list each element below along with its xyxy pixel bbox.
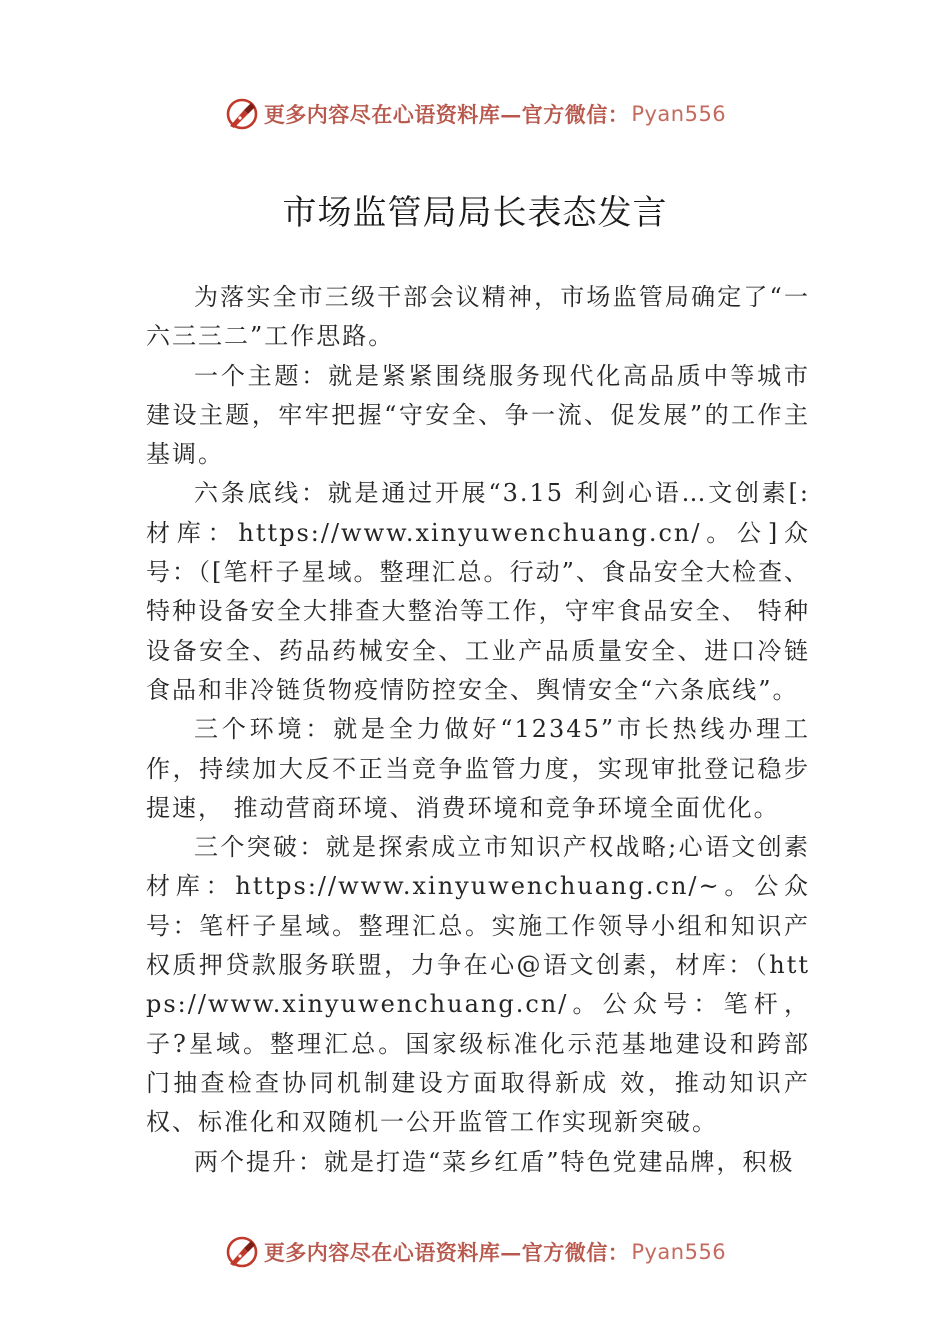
paragraph: 三个突破：就是探索成立市知识产权战略;心语文创素材库：https://www.xinyuwenchuang.cn/~。公众号：笔杆子星域。整理汇总。实施工作领导小组和知识产权质押贷款服务联盟，力争在心@语文创素，材库：（https://www.xinyuwenchuang.cn/。公众号：笔杆，子?星域。整理汇总。国家级标准化示范基地建设和跨部门抽查检查协同机制建设方面取得新成 效，推动知识产权、标准化和双随机一公开监管工作实现新突破。 [146,833,810,1137]
pen-nib-seal-icon [224,1234,260,1270]
paragraph: 为落实全市三级干部会议精神，市场监管局确定了“一六三三二”工作思路。 [146,283,810,351]
document-body [146,278,810,1182]
document-title: 市场监管局局长表态发言 [282,193,668,233]
pen-nib-seal-icon [224,96,260,132]
header-watermark [0,92,950,136]
paragraph: 两个提升：就是打造“菜乡红盾”特色党建品牌，积极 [194,1147,795,1176]
watermark-text: 更多内容尽在心语资料库—官方微信： [263,1240,630,1265]
watermark-brand: Pyan556 [631,102,727,126]
watermark-brand: Pyan556 [631,1240,727,1264]
paragraph: 一个主题：就是紧紧围绕服务现代化高品质中等城市建设主题，牢牢把握“守安全、争一流、促发展”的工作主基调。 [146,361,810,469]
paragraph: 六条底线：就是通过开展“3.15 利剑心语…文创素[:材库：https://www.xinyuwenchuang.cn/。公]众号：（[笔杆子星域。整理汇总。行动”、食品安全大检查、特种设备安全大排查大整治等工作，守牢食品安全、 特种设备安全、药品药械安全、工业产品质量安全、进口冷链食品和非冷链货物疫情防控安全、舆情安全“六条底线”。 [146,479,810,704]
footer-watermark [0,1230,950,1274]
watermark-text: 更多内容尽在心语资料库—官方微信： [263,102,630,127]
paragraph: 三个环境：就是全力做好“12345”市长热线办理工作，持续加大反不正当竞争监管力度，实现审批登记稳步提速， 推动营商环境、消费环境和竞争环境全面优化。 [146,715,810,822]
